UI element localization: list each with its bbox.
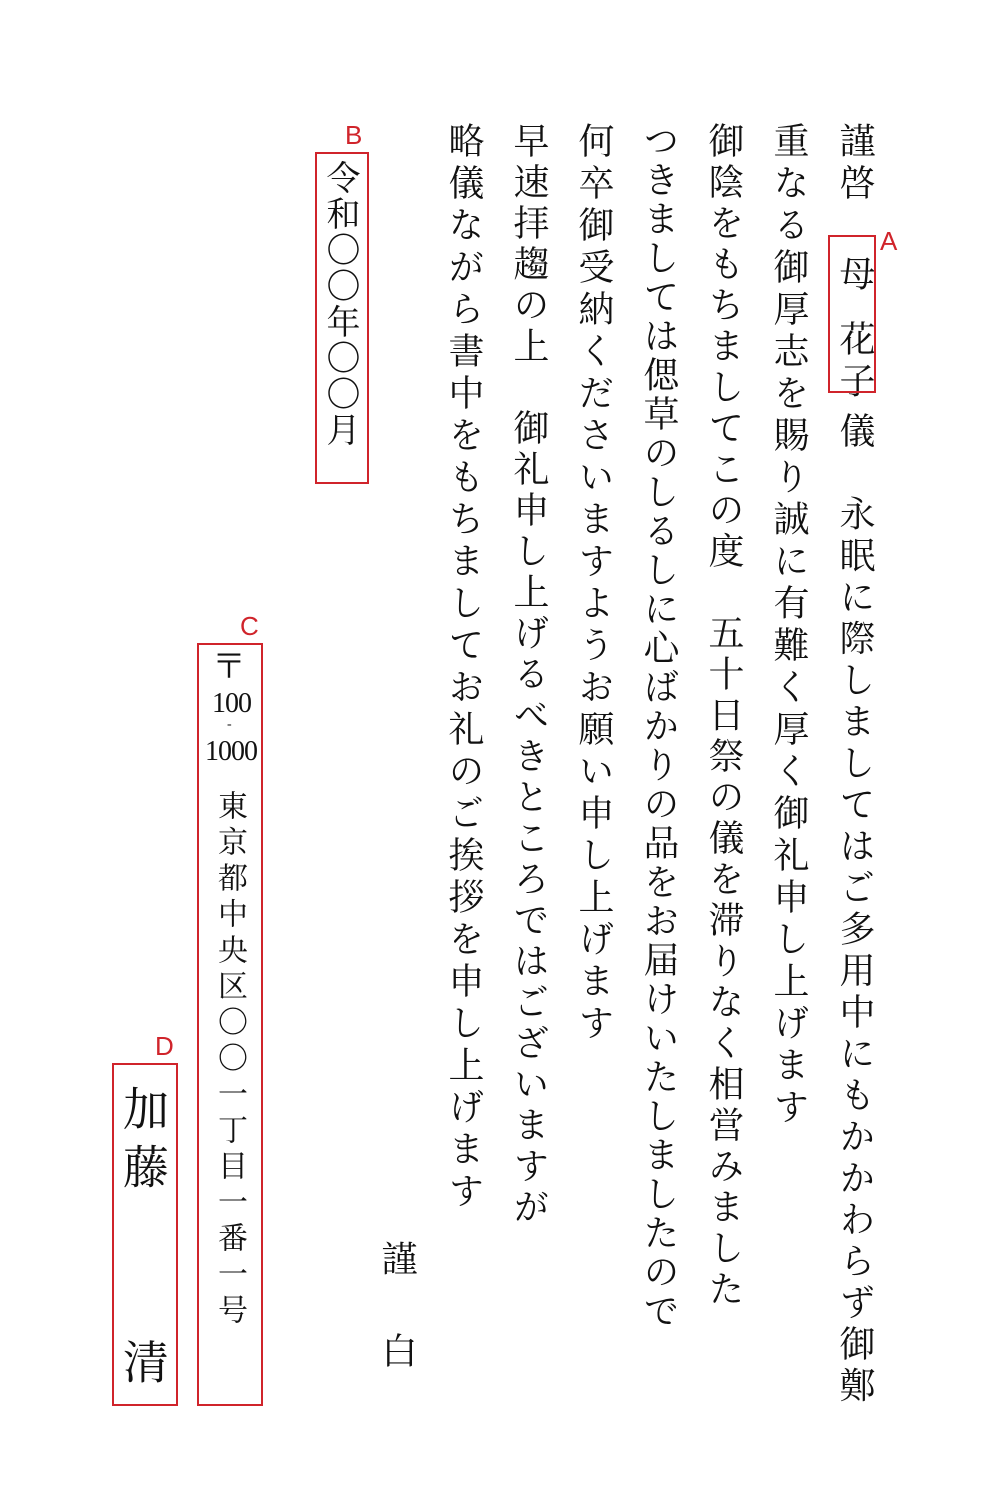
letter-line-3: 御陰をもちましてこの度 五十日祭の儀を滞りなく相営みました <box>703 122 744 1311</box>
field-label-d: D <box>155 1031 174 1061</box>
letter-line-2: 重なる御厚志を賜り誠に有難く厚く御礼申し上げます <box>768 122 809 1130</box>
salutation: 謹啓 <box>834 122 875 206</box>
field-box-a <box>828 235 876 393</box>
sender-given-name: 清 <box>116 1338 170 1390</box>
postal-code-1: 100 <box>212 688 251 719</box>
street-address: 東京都中央区〇〇一丁目一番一号 <box>212 790 247 1330</box>
deceased-name: 花子 <box>834 320 875 404</box>
deceased-relation: 母 <box>834 255 875 297</box>
letter-line-4: つきましては偲草のしるしに心ばかりの品をお届けいたしましたので <box>638 122 679 1331</box>
postal-separator: - <box>227 717 231 732</box>
letter-line-5: 何卒御受納くださいますようお願い申し上げます <box>573 122 614 1046</box>
field-label-c: C <box>240 611 259 641</box>
sender-family-name: 加藤 <box>116 1085 170 1201</box>
postal-code-2: 1000 <box>205 736 257 767</box>
postal-mark-icon: 〒 <box>212 647 246 687</box>
letter-line-7: 略儀ながら書中をもちましてお礼のご挨拶を申し上げます <box>443 122 484 1214</box>
letter-line-6: 早速拝趨の上 御礼申し上げるべきところではございますが <box>508 122 549 1229</box>
letter-line-1: 儀 永眠に際しましてはご多用中にもかかわらず御鄭 <box>834 412 875 1408</box>
date: 令和〇〇年〇〇月 <box>320 160 360 448</box>
field-label-b: B <box>345 120 363 150</box>
closing: 謹 白 <box>376 1240 417 1378</box>
field-label-a: A <box>880 226 898 256</box>
